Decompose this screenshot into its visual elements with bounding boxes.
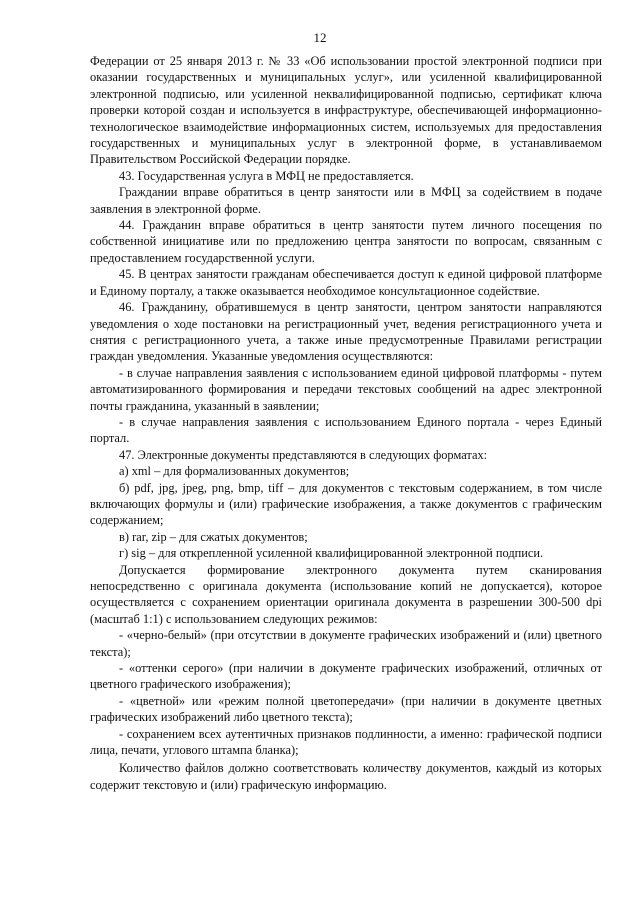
- list-item-authenticity: - сохранением всех аутентичных признаков подлинности, а именно: графической подписи лица, печати, углового штампа бланка);: [90, 726, 602, 758]
- list-item-archives: в) rar, zip – для сжатых документов;: [119, 529, 308, 544]
- paragraph-continuation: Федерации от 25 января 2013 г. № 33 «Об использовании простой электронной подписи при оказании государственных и муниципальных услуг», или усиленной квалифицированной электронной подписью, или усиленной неквалифицированной подписью, сертификат ключа проверки которой создан и используется в инфраструктуре, обеспечивающей информационно-технологическое взаимодействие информационных систем, используемых для предоставления государственных и муниципальных услуг в электронной форме, в устанавливаемом Правительством Российской Федерации порядке.: [90, 54, 602, 167]
- list-item-color: - «цветной» или «режим полной цветопередачи» (при наличии в документе цветных графических изображений либо цветного текста);: [90, 693, 602, 725]
- list-item-signature: г) sig – для открепленной усиленной квалифицированной электронной подписи.: [119, 546, 544, 561]
- paragraph-mfc-assistance: Граждании вправе обратиться в центр занятости или в МФЦ за содействием в подаче заявления в электронной форме.: [90, 185, 602, 216]
- page-number: 12: [313, 30, 327, 45]
- list-item-xml: а) xml – для формализованных документов;: [119, 464, 350, 479]
- list-item-unified-portal: - в случае направления заявления с использованием Единого портала - через Единый портал.: [90, 414, 602, 446]
- list-item-digital-platform: - в случае направления заявления с использованием единой цифровой платформы - путем автоматизированного формирования и передачи текстовых сообщений на адрес электронной почты гражданина, указанный в заявлении;: [90, 365, 602, 413]
- paragraph-43: 43. Государственная услуга в МФЦ не предоставляется.: [119, 168, 414, 183]
- list-item-grayscale: - «оттенки серого» (при наличии в документе графических изображений, отличных от цветного графического изображения);: [90, 661, 602, 692]
- paragraph-44: 44. Гражданин вправе обратиться в центр занятости путем личного посещения по собственной инициативе или по предложению центра занятости по вопросам, связанным с предоставлением государственной услуги.: [90, 218, 602, 265]
- list-item-black-white: - «черно-белый» (при отсутствии в документе графических изображений и (или) цветного текста);: [90, 628, 602, 659]
- paragraph-45: 45. В центрах занятости гражданам обеспечивается доступ к единой цифровой платформе и Единому порталу, а также оказывается необходимое консультационное содействие.: [90, 267, 602, 298]
- list-item-pdf-images: б) pdf, jpg, jpeg, png, bmp, tiff – для документов с текстовым содержанием, в том числе включающих формулы и (или) графические изображения, а также документов с графическим содержанием;: [90, 480, 602, 528]
- document-body: [90, 53, 602, 793]
- paragraph-47: 47. Электронные документы представляются в следующих форматах:: [119, 447, 488, 462]
- paragraph-file-count: Количество файлов должно соответствовать количеству документов, каждый из которых содержит текстовую и (или) графическую информацию.: [90, 761, 602, 792]
- paragraph-46: 46. Гражданину, обратившемуся в центр занятости, центром занятости направляются уведомления о ходе постановки на регистрационный учет, ведения регистрационного учета и снятия с регистрационного учета, а также иные предусмотренные Правилами регистрации граждан уведомления. Указанные уведомления осуществляются:: [90, 300, 602, 364]
- paragraph-scanning: Допускается формирование электронного документа путем сканирования непосредственно с оригинала документа (использование копий не допускается), которое осуществляется с сохранением ориентации оригинала документа в разрешении 300-500 dpi (масштаб 1:1) с использованием следующих режимов:: [90, 562, 602, 626]
